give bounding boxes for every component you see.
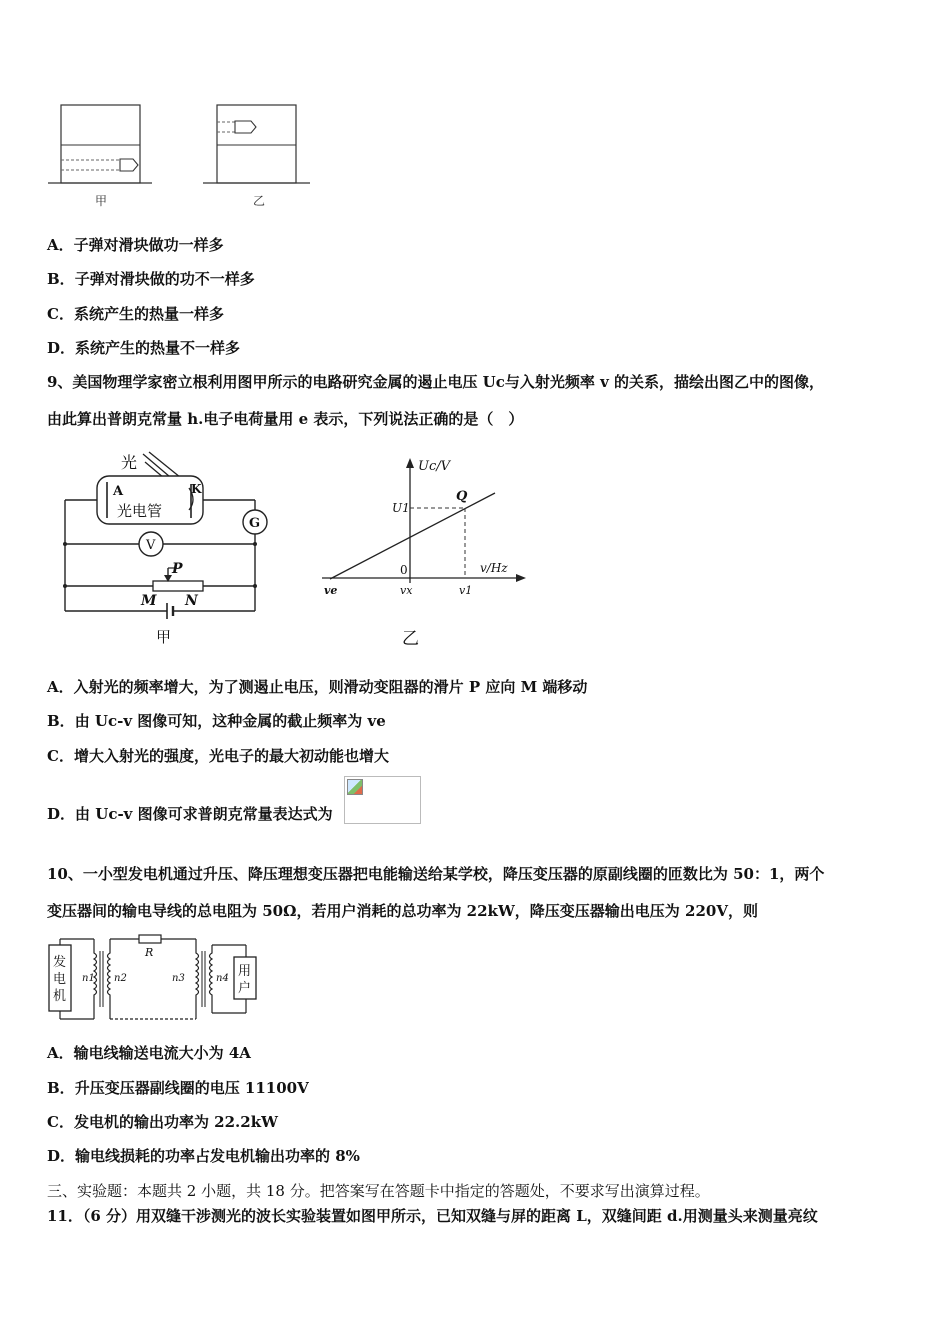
q10-transmission-figure xyxy=(44,933,269,1025)
generator-char-2: 电 xyxy=(53,972,67,987)
graph-origin-label: 0 xyxy=(400,563,408,577)
q8-option-c: C．系统产生的热量一样多 xyxy=(47,305,224,323)
user-char-1: 用 xyxy=(238,964,252,979)
section3-heading: 三、实验题：本题共 2 小题，共 18 分。把答案写在答题卡中指定的答题处，不要求写出演算过程。 xyxy=(47,1182,710,1200)
circuit-galvanometer-label: G xyxy=(249,516,261,531)
generator-char-3: 机 xyxy=(53,989,67,1004)
graph-x-axis-label: v/Hz xyxy=(480,561,508,575)
q10-option-b: B．升压变压器副线圈的电压 11100V xyxy=(47,1079,309,1097)
fig8-label-b: 乙 xyxy=(253,194,266,208)
graph-ve-label: ve xyxy=(324,584,338,597)
q9-option-c: C．增大入射光的强度，光电子的最大初动能也增大 xyxy=(47,747,389,765)
q9-option-b: B．由 Uc-v 图像可知，这种金属的截止频率为 ve xyxy=(47,712,386,730)
broken-image-icon xyxy=(347,779,363,795)
graph-v1-label: v1 xyxy=(459,584,473,597)
graph-u1-label: U1 xyxy=(392,501,410,515)
generator-char-1: 发 xyxy=(53,955,67,970)
q8-option-a: A．子弹对滑块做功一样多 xyxy=(47,236,224,254)
q9-stem-line2: 由此算出普朗克常量 h.电子电荷量用 e 表示，下列说法正确的是（ ） xyxy=(47,410,524,428)
fig8-label-a: 甲 xyxy=(95,194,108,208)
coil-n1-label: n1 xyxy=(82,973,95,984)
circuit-end-m-label: M xyxy=(141,593,157,609)
coil-n3-label: n3 xyxy=(172,973,185,984)
q9-circuit-figure xyxy=(55,448,285,653)
circuit-end-n-label: N xyxy=(185,593,198,609)
graph-y-axis-label: Uc/V xyxy=(418,459,451,474)
circuit-caption: 甲 xyxy=(156,628,172,646)
q8-option-d: D．系统产生的热量不一样多 xyxy=(47,339,241,357)
q10-stem-line2: 变压器间的输电导线的总电阻为 50Ω，若用户消耗的总功率为 22kW，降压变压器输出电压为 220V，则 xyxy=(47,902,758,920)
q9-graph-figure xyxy=(310,448,535,653)
q11-stem: 11．（6 分）用双缝干涉测光的波长实验装置如图甲所示，已知双缝与屏的距离 L，双缝间距 d.用测量头来测量亮纹 xyxy=(47,1207,818,1225)
graph-caption: 乙 xyxy=(402,629,419,649)
q10-option-d: D．输电线损耗的功率占发电机输出功率的 8% xyxy=(47,1147,360,1165)
q10-option-c: C．发电机的输出功率为 22.2kW xyxy=(47,1113,278,1131)
formula-image-placeholder xyxy=(344,776,421,824)
coil-n2-label: n2 xyxy=(114,973,127,984)
circuit-voltmeter-label: V xyxy=(146,538,156,553)
coil-n4-label: n4 xyxy=(216,973,229,984)
q10-option-a: A．输电线输送电流大小为 4A xyxy=(47,1044,251,1062)
graph-vx-label: vx xyxy=(400,584,413,597)
q9-option-a: A．入射光的频率增大，为了测遏止电压，则滑动变阻器的滑片 P 应向 M 端移动 xyxy=(47,678,588,696)
graph-q-label: Q xyxy=(456,489,468,504)
q10-stem-line1: 10、一小型发电机通过升压、降压理想变压器把电能输送给某学校，降压变压器的原副线圈的匝数比为 50：1，两个 xyxy=(47,865,825,883)
circuit-anode-label: A xyxy=(113,484,124,499)
resistor-r-label: R xyxy=(145,946,154,959)
user-char-2: 户 xyxy=(238,981,252,996)
circuit-slider-label: P xyxy=(172,561,183,577)
q9-option-d: D．由 Uc-v 图像可求普朗克常量表达式为 xyxy=(47,805,333,823)
q9-stem-line1: 9、美国物理学家密立根利用图甲所示的电路研究金属的遏止电压 Uc与入射光频率 v 的关系，描绘出图乙中的图像， xyxy=(47,373,825,391)
circuit-light-label: 光 xyxy=(121,453,138,472)
q8-figure xyxy=(40,95,320,220)
circuit-cathode-label: K xyxy=(191,482,202,496)
q8-option-b: B．子弹对滑块做的功不一样多 xyxy=(47,270,255,288)
circuit-tube-label: 光电管 xyxy=(117,502,163,520)
